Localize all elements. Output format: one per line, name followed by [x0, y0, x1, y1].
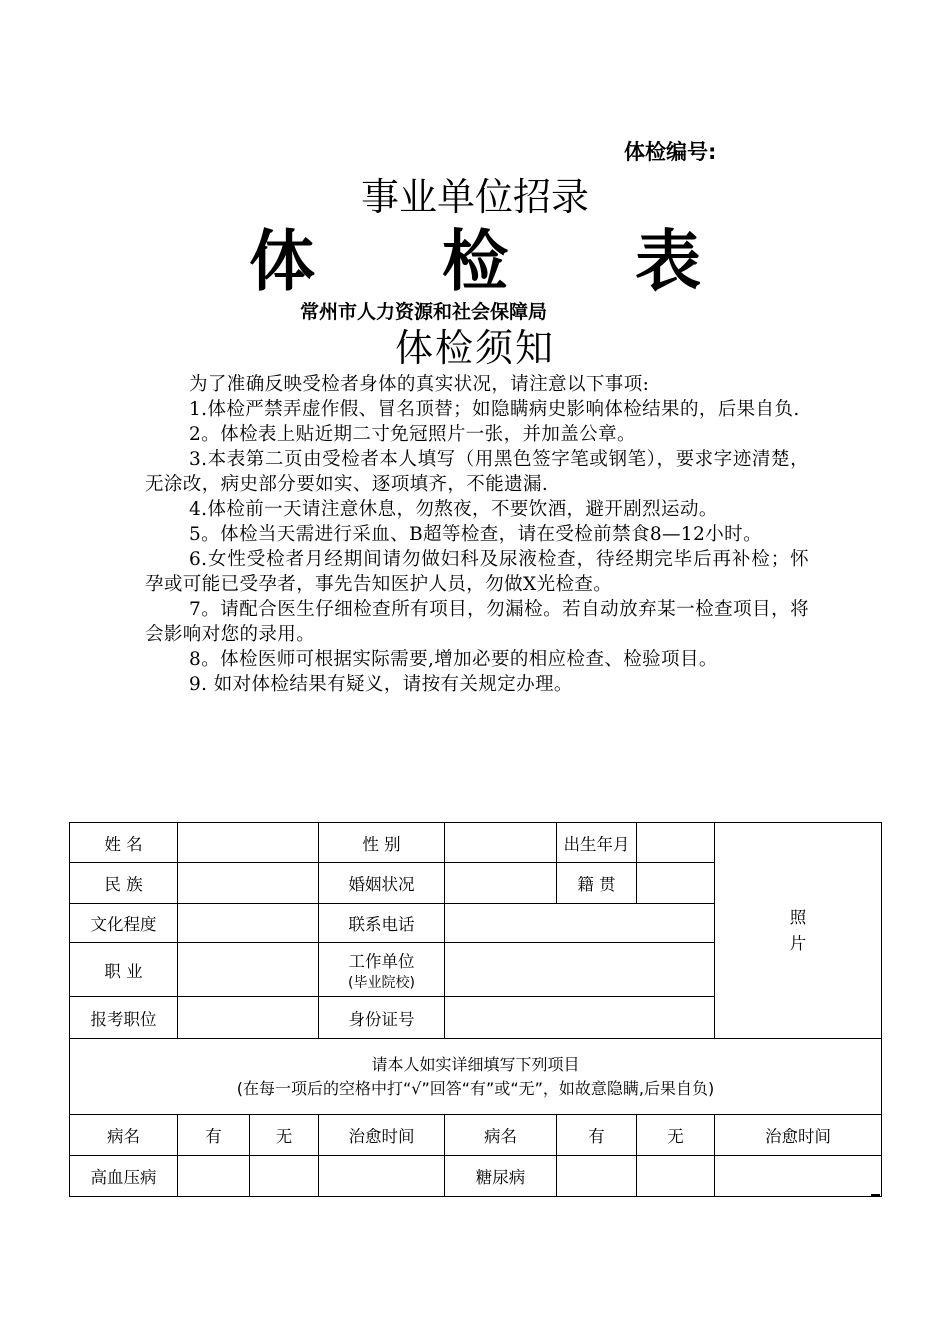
document-subtitle: 事业单位招录 — [360, 175, 589, 219]
history-header-yes: 有 — [557, 1115, 637, 1156]
name-label: 姓 名 — [70, 823, 178, 863]
notice-item: 6.女性受检者月经期间请勿做妇科及尿液检查，待经期完毕后再补检；怀孕或可能已受孕者，事先告知医护人员，勿做X光检查。 — [145, 549, 809, 595]
document-title: 体 检 表 — [249, 223, 753, 300]
notice-intro: 为了准确反映受检者身体的真实状况，请注意以下事项: — [189, 374, 650, 395]
employer-label-cell — [319, 943, 445, 997]
history-header-disease: 病名 — [445, 1115, 557, 1156]
notice-title: 体检须知 — [394, 326, 555, 370]
history-header-no: 无 — [250, 1115, 319, 1156]
position-field[interactable] — [178, 997, 319, 1039]
ethnicity-label: 民 族 — [70, 863, 178, 904]
history-header-no: 无 — [637, 1115, 715, 1156]
issuer-name: 常州市人力资源和社会保障局 — [300, 301, 548, 323]
notice-item: 9. 如对体检结果有疑义，请按有关规定办理。 — [189, 674, 573, 695]
photo-label-2: 片 — [789, 933, 807, 953]
notice-item: 2。体检表上贴近期二寸免冠照片一张，并加盖公章。 — [189, 424, 636, 445]
occupation-field[interactable] — [178, 943, 319, 997]
diabetes-yes-cell[interactable] — [557, 1156, 637, 1197]
birth-label: 出生年月 — [557, 823, 637, 863]
table-corner-mark — [871, 1194, 880, 1196]
gender-field[interactable] — [445, 823, 557, 863]
history-instructions — [70, 1039, 882, 1115]
notice-item: 4.体检前一天请注意休息，勿熬夜，不要饮酒，避开剧烈运动。 — [189, 499, 718, 520]
history-header-cure-time: 治愈时间 — [715, 1115, 882, 1156]
history-header-disease: 病名 — [70, 1115, 178, 1156]
id-label: 身份证号 — [319, 997, 445, 1039]
history-header-yes: 有 — [178, 1115, 250, 1156]
birth-field[interactable] — [637, 823, 715, 863]
photo-area[interactable] — [715, 823, 882, 1039]
table-row — [70, 1156, 882, 1197]
instruction-line-1: 请本人如实详细填写下列项目 — [371, 1054, 580, 1074]
occupation-label: 职 业 — [70, 943, 178, 997]
notice-item: 3.本表第二页由受检者本人填写（用黑色签字笔或钢笔），要求字迹清楚，无涂改，病史部分要如实、逐项填齐，不能遗漏. — [145, 449, 809, 495]
employer-label: 工作单位 — [348, 951, 415, 971]
hypertension-cure-time-cell[interactable] — [319, 1156, 445, 1197]
notice-item: 1.体检严禁弄虚作假、冒名顶替；如隐瞒病史影响体检结果的，后果自负. — [189, 399, 800, 420]
notice-body — [145, 372, 809, 697]
name-field[interactable] — [178, 823, 319, 863]
position-label: 报考职位 — [70, 997, 178, 1039]
history-header-cure-time: 治愈时间 — [319, 1115, 445, 1156]
native-place-field[interactable] — [637, 863, 715, 904]
notice-item: 8。体检医师可根据实际需要,增加必要的相应检查、检验项目。 — [189, 649, 718, 670]
employer-field[interactable] — [445, 943, 715, 997]
photo-label-1: 照 — [789, 907, 807, 927]
ethnicity-field[interactable] — [178, 863, 319, 904]
gender-label: 性 别 — [319, 823, 445, 863]
disease-hypertension: 高血压病 — [70, 1156, 178, 1197]
hypertension-no-cell[interactable] — [250, 1156, 319, 1197]
disease-diabetes: 糖尿病 — [445, 1156, 557, 1197]
education-field[interactable] — [178, 904, 319, 943]
native-place-label: 籍 贯 — [557, 863, 637, 904]
notice-item: 7。请配合医生仔细检查所有项目，勿漏检。若自动放弃某一检查项目，将会影响对您的录用。 — [145, 599, 809, 645]
phone-field[interactable] — [445, 904, 715, 943]
notice-item: 5。体检当天需进行采血、B超等检查，请在受检前禁食8—12小时。 — [189, 524, 762, 545]
diabetes-no-cell[interactable] — [637, 1156, 715, 1197]
employer-sub-label: (毕业院校) — [348, 974, 415, 991]
id-field[interactable] — [445, 997, 715, 1039]
phone-label: 联系电话 — [319, 904, 445, 943]
exam-number-label: 体检编号: — [624, 140, 717, 164]
education-label: 文化程度 — [70, 904, 178, 943]
marital-field[interactable] — [445, 863, 557, 904]
instruction-line-2: (在每一项后的空格中打“√”回答“有”或“无”，如故意隐瞒,后果自负) — [236, 1078, 715, 1098]
diabetes-cure-time-cell[interactable] — [715, 1156, 882, 1197]
registration-form-table — [69, 822, 882, 1197]
marital-label: 婚姻状况 — [319, 863, 445, 904]
hypertension-yes-cell[interactable] — [178, 1156, 250, 1197]
